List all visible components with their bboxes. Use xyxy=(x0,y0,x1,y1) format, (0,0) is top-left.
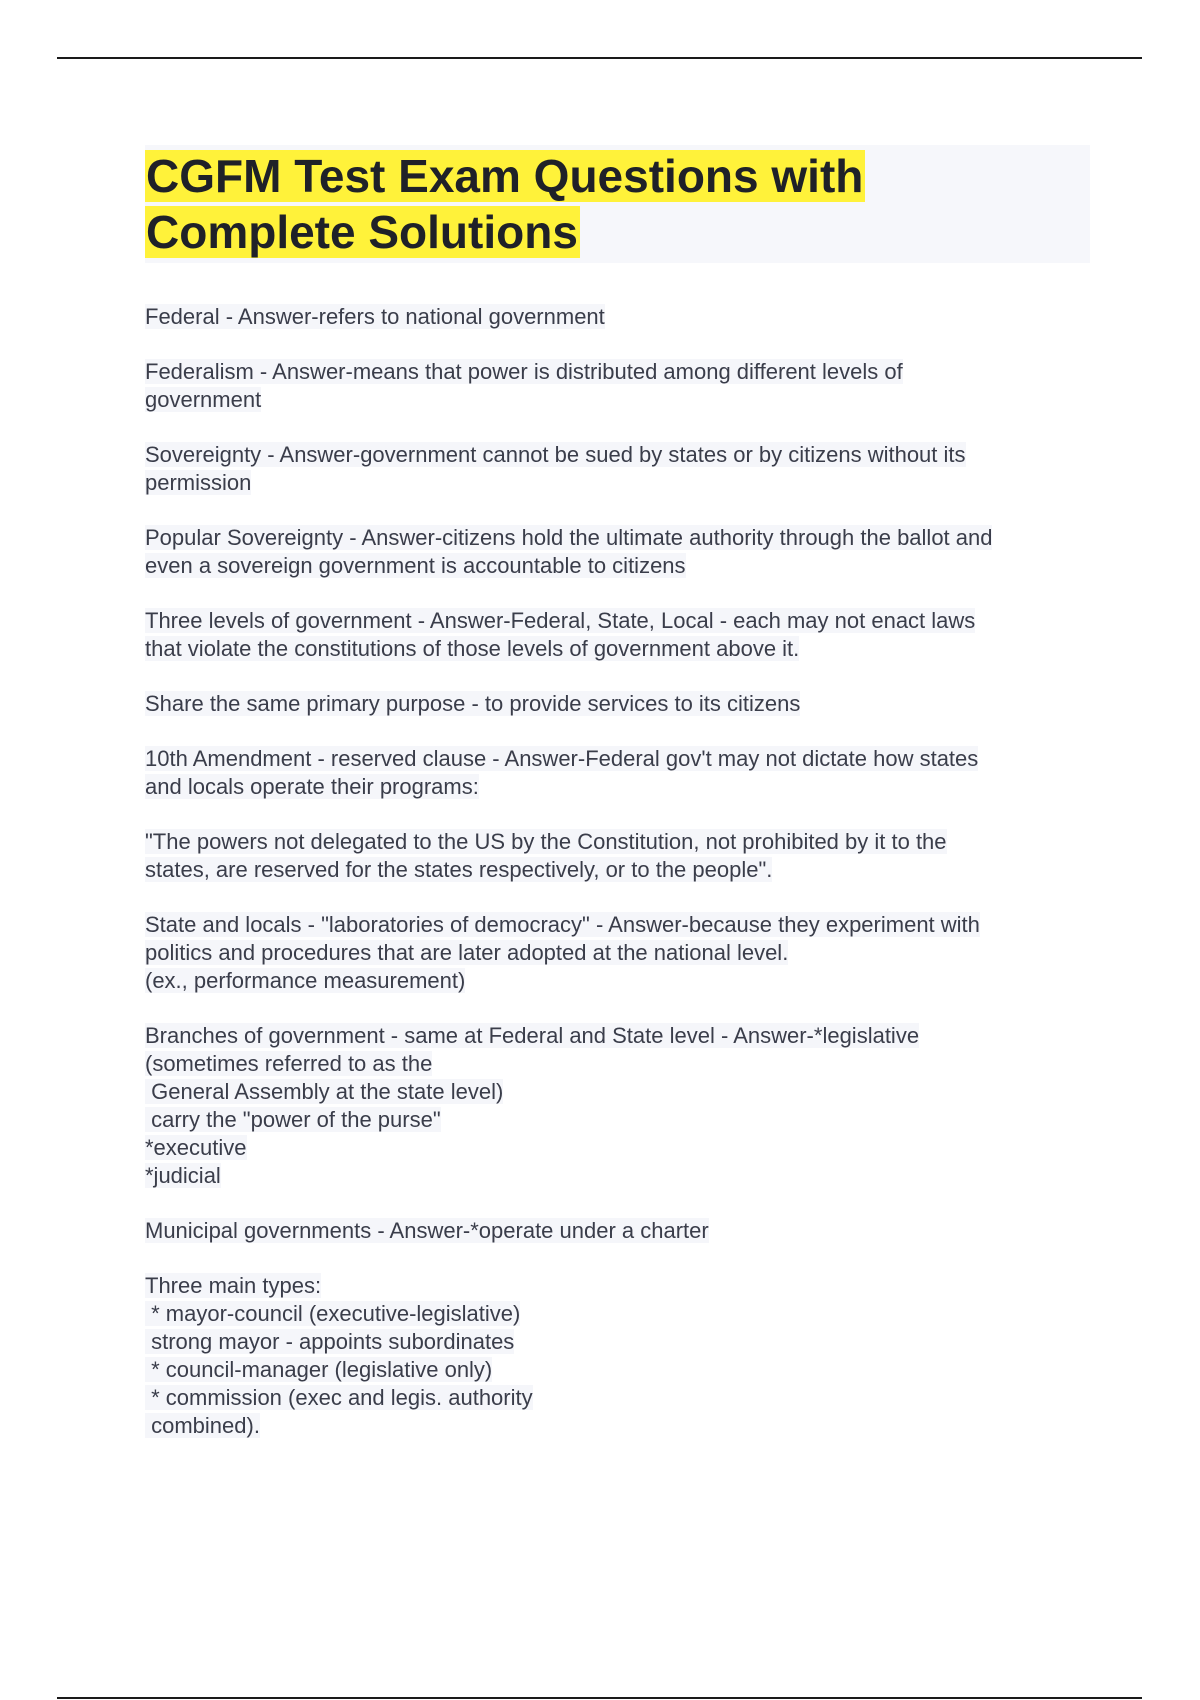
entry-line-text: * mayor-council (executive-legislative) xyxy=(145,1301,521,1326)
entry-line-text: * council-manager (legislative only) xyxy=(145,1357,493,1382)
entry-line-text: states, are reserved for the states respectively, or to the people". xyxy=(145,857,773,882)
entry-line-text: Share the same primary purpose - to provide services to its citizens xyxy=(145,691,801,716)
entry-line xyxy=(145,828,1090,856)
document-title xyxy=(145,145,1090,263)
entry-line-text: carry the "power of the purse" xyxy=(145,1107,441,1132)
entry-line xyxy=(145,303,1090,331)
entry-line xyxy=(145,690,1090,718)
entry-line-text: Federal - Answer-refers to national government xyxy=(145,304,605,329)
entry-line-text: combined). xyxy=(145,1413,260,1438)
entry-line-text: Municipal governments - Answer-*operate under a charter xyxy=(145,1218,709,1243)
entry-line xyxy=(145,386,1090,414)
entry-line-text: that violate the constitutions of those levels of government above it. xyxy=(145,636,800,661)
qa-entry xyxy=(145,358,1090,414)
qa-entry xyxy=(145,745,1090,801)
entry-line-text: Three levels of government - Answer-Federal, State, Local - each may not enact laws xyxy=(145,608,976,633)
entry-line xyxy=(145,635,1090,663)
entry-line xyxy=(145,1106,1090,1134)
qa-entry xyxy=(145,690,1090,718)
title-line-text: Complete Solutions xyxy=(146,206,578,258)
entry-line xyxy=(145,773,1090,801)
title-line xyxy=(145,204,1090,260)
entry-line xyxy=(145,1022,1090,1050)
entry-line-text: Three main types: xyxy=(145,1273,322,1298)
entry-line-text: (sometimes referred to as the xyxy=(145,1051,433,1076)
title-line xyxy=(145,148,1090,204)
qa-entry xyxy=(145,524,1090,580)
entry-line-text: politics and procedures that are later adopted at the national level. xyxy=(145,940,789,965)
entry-line xyxy=(145,1412,1090,1440)
entry-line-text: strong mayor - appoints subordinates xyxy=(145,1329,515,1354)
entry-line xyxy=(145,607,1090,635)
entry-line xyxy=(145,967,1090,995)
entry-line xyxy=(145,358,1090,386)
qa-entry xyxy=(145,1022,1090,1190)
entry-line-text: State and locals - "laboratories of democracy" - Answer-because they experiment with xyxy=(145,912,980,937)
entry-line xyxy=(145,441,1090,469)
entry-line-text: government xyxy=(145,387,262,412)
entry-line xyxy=(145,1162,1090,1190)
entry-line-text: Branches of government - same at Federal and State level - Answer-*legislative xyxy=(145,1023,920,1048)
qa-entry xyxy=(145,441,1090,497)
entry-line xyxy=(145,1328,1090,1356)
entry-line xyxy=(145,1134,1090,1162)
entry-line-text: permission xyxy=(145,470,252,495)
qa-entry xyxy=(145,303,1090,331)
header-rule xyxy=(57,57,1142,59)
qa-entry xyxy=(145,1272,1090,1440)
entry-line xyxy=(145,1356,1090,1384)
entry-line-text: Sovereignty - Answer-government cannot be sued by states or by citizens without its xyxy=(145,442,966,467)
entry-line xyxy=(145,469,1090,497)
entry-line-text: General Assembly at the state level) xyxy=(145,1079,504,1104)
entry-line xyxy=(145,1384,1090,1412)
title-line-text: CGFM Test Exam Questions with xyxy=(146,150,864,202)
entry-line xyxy=(145,856,1090,884)
entry-line xyxy=(145,1217,1090,1245)
entry-line xyxy=(145,1050,1090,1078)
entry-line xyxy=(145,1272,1090,1300)
entry-line-text: * commission (exec and legis. authority xyxy=(145,1385,533,1410)
footer-rule xyxy=(57,1697,1142,1699)
entry-line-text: Federalism - Answer-means that power is distributed among different levels of xyxy=(145,359,903,384)
document-body xyxy=(145,303,1090,1467)
entry-line xyxy=(145,1300,1090,1328)
entry-line-text: (ex., performance measurement) xyxy=(145,968,466,993)
entry-line-text: even a sovereign government is accountable to citizens xyxy=(145,553,686,578)
entry-line-text: *judicial xyxy=(145,1163,221,1188)
qa-entry xyxy=(145,828,1090,884)
entry-line-text: "The powers not delegated to the US by the Constitution, not prohibited by it to the xyxy=(145,829,947,854)
qa-entry xyxy=(145,911,1090,995)
qa-entry xyxy=(145,1217,1090,1245)
entry-line-text: *executive xyxy=(145,1135,247,1160)
entry-line-text: 10th Amendment - reserved clause - Answer-Federal gov't may not dictate how states xyxy=(145,746,979,771)
entry-line-text: and locals operate their programs: xyxy=(145,774,479,799)
entry-line xyxy=(145,911,1090,939)
qa-entry xyxy=(145,607,1090,663)
entry-line xyxy=(145,939,1090,967)
entry-line-text: Popular Sovereignty - Answer-citizens hold the ultimate authority through the ballot and xyxy=(145,525,993,550)
entry-line xyxy=(145,745,1090,773)
entry-line xyxy=(145,1078,1090,1106)
entry-line xyxy=(145,524,1090,552)
entry-line xyxy=(145,552,1090,580)
